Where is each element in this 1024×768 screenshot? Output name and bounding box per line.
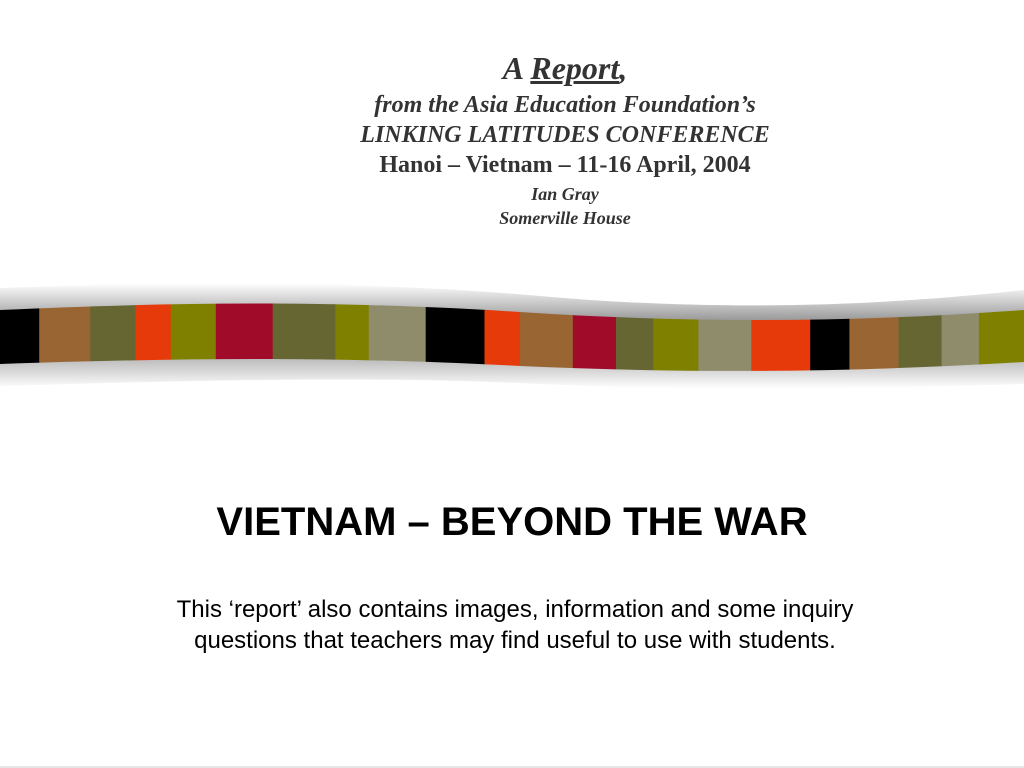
report-word: Report — [530, 50, 620, 86]
school-name: Somerville House — [499, 208, 631, 228]
decorative-stripe-band — [0, 276, 1024, 396]
foundation-line: from the Asia Education Foundation’s — [374, 92, 756, 118]
conference-line: LINKING LATITUDES CONFERENCE — [360, 122, 770, 148]
report-header — [240, 46, 890, 230]
author-name: Ian Gray — [531, 184, 599, 204]
slide-title: VIETNAM – BEYOND THE WAR — [216, 500, 808, 544]
report-suffix: , — [619, 50, 628, 86]
report-heading — [240, 46, 890, 90]
location-line: Hanoi – Vietnam – 11-16 April, 2004 — [379, 152, 751, 178]
slide-body-text: This ‘report’ also contains images, information and some inquiry questions that teachers may find useful to use with students. — [176, 596, 854, 654]
report-prefix: A — [502, 50, 531, 86]
